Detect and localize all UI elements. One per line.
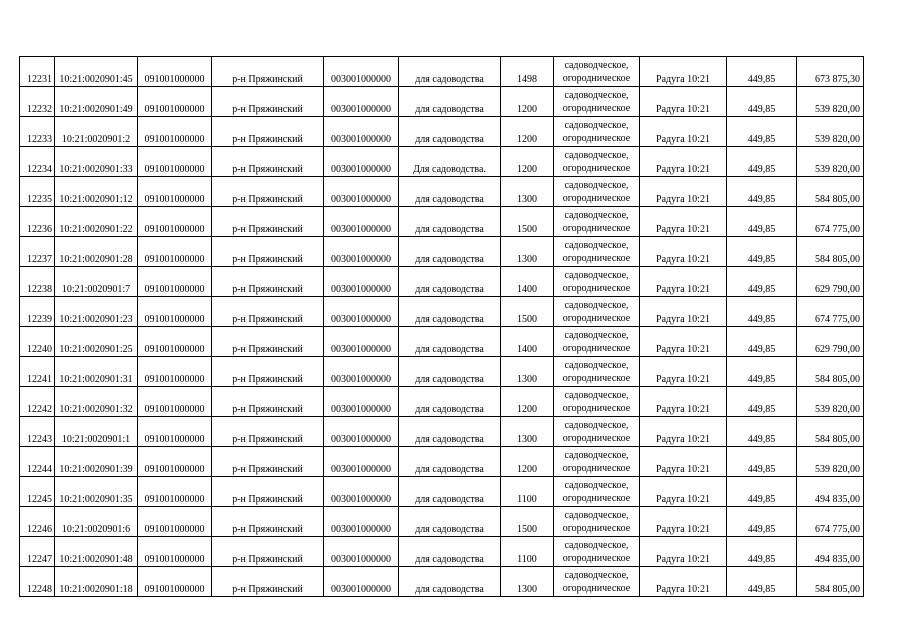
cadastral-value-cell: 539 820,00 [797, 147, 864, 177]
oktmo-code-cell: 003001000000 [324, 447, 399, 477]
land-category-cell [554, 207, 640, 237]
land-category-line-1: садоводческое, [564, 330, 629, 341]
cadastral-number-cell: 10:21:0020901:7 [55, 267, 138, 297]
table-row [20, 567, 864, 597]
okato-code-cell: 091001000000 [138, 117, 212, 147]
land-category-line-2: огородническое [562, 313, 631, 324]
okato-code-cell: 091001000000 [138, 87, 212, 117]
district-cell: р-н Пряжинский [212, 417, 324, 447]
cadastral-number-cell: 10:21:0020901:18 [55, 567, 138, 597]
oktmo-code-cell: 003001000000 [324, 507, 399, 537]
district-cell: р-н Пряжинский [212, 87, 324, 117]
land-category-line-1: садоводческое, [564, 120, 629, 131]
settlement-cell: Радуга 10:21 [640, 447, 727, 477]
land-category-line-1: садоводческое, [564, 570, 629, 581]
land-category-line-1: садоводческое, [564, 450, 629, 461]
permitted-use-cell: для садоводства [399, 387, 501, 417]
specific-value-cell: 449,85 [727, 57, 797, 87]
land-category-cell [554, 537, 640, 567]
specific-value-cell: 449,85 [727, 477, 797, 507]
permitted-use-cell: для садоводства [399, 297, 501, 327]
district-cell: р-н Пряжинский [212, 177, 324, 207]
land-category-line-1: садоводческое, [564, 300, 629, 311]
area-cell: 1200 [501, 447, 554, 477]
land-category-cell [554, 267, 640, 297]
land-category-line-2: огородническое [562, 463, 631, 474]
settlement-cell: Радуга 10:21 [640, 177, 727, 207]
permitted-use-cell: для садоводства [399, 267, 501, 297]
area-cell: 1400 [501, 327, 554, 357]
land-category-cell [554, 567, 640, 597]
row-number-cell: 12242 [20, 387, 55, 417]
specific-value-cell: 449,85 [727, 297, 797, 327]
permitted-use-cell: для садоводства [399, 177, 501, 207]
district-cell: р-н Пряжинский [212, 117, 324, 147]
area-cell: 1200 [501, 87, 554, 117]
okato-code-cell: 091001000000 [138, 147, 212, 177]
row-number-cell: 12236 [20, 207, 55, 237]
specific-value-cell: 449,85 [727, 327, 797, 357]
permitted-use-cell: для садоводства [399, 567, 501, 597]
land-category-cell [554, 507, 640, 537]
land-category-line-2: огородническое [562, 193, 631, 204]
cadastral-number-cell: 10:21:0020901:2 [55, 117, 138, 147]
settlement-cell: Радуга 10:21 [640, 87, 727, 117]
okato-code-cell: 091001000000 [138, 297, 212, 327]
specific-value-cell: 449,85 [727, 387, 797, 417]
oktmo-code-cell: 003001000000 [324, 357, 399, 387]
land-category-cell [554, 117, 640, 147]
cadastral-number-cell: 10:21:0020901:32 [55, 387, 138, 417]
cadastral-number-cell: 10:21:0020901:1 [55, 417, 138, 447]
okato-code-cell: 091001000000 [138, 507, 212, 537]
land-category-line-2: огородническое [562, 253, 631, 264]
row-number-cell: 12241 [20, 357, 55, 387]
land-category-line-2: огородническое [562, 103, 631, 114]
permitted-use-cell: для садоводства [399, 207, 501, 237]
table-row [20, 387, 864, 417]
cadastral-number-cell: 10:21:0020901:31 [55, 357, 138, 387]
row-number-cell: 12248 [20, 567, 55, 597]
district-cell: р-н Пряжинский [212, 477, 324, 507]
area-cell: 1100 [501, 477, 554, 507]
cadastral-number-cell: 10:21:0020901:22 [55, 207, 138, 237]
settlement-cell: Радуга 10:21 [640, 267, 727, 297]
district-cell: р-н Пряжинский [212, 537, 324, 567]
permitted-use-cell: для садоводства [399, 117, 501, 147]
oktmo-code-cell: 003001000000 [324, 117, 399, 147]
specific-value-cell: 449,85 [727, 117, 797, 147]
area-cell: 1500 [501, 297, 554, 327]
table-row [20, 507, 864, 537]
table-row [20, 147, 864, 177]
land-category-line-1: садоводческое, [564, 240, 629, 251]
okato-code-cell: 091001000000 [138, 267, 212, 297]
settlement-cell: Радуга 10:21 [640, 297, 727, 327]
land-category-cell [554, 447, 640, 477]
oktmo-code-cell: 003001000000 [324, 57, 399, 87]
permitted-use-cell: для садоводства [399, 537, 501, 567]
settlement-cell: Радуга 10:21 [640, 417, 727, 447]
land-plots-table [19, 56, 864, 597]
oktmo-code-cell: 003001000000 [324, 237, 399, 267]
row-number-cell: 12240 [20, 327, 55, 357]
okato-code-cell: 091001000000 [138, 57, 212, 87]
table-row [20, 357, 864, 387]
specific-value-cell: 449,85 [727, 447, 797, 477]
area-cell: 1200 [501, 387, 554, 417]
row-number-cell: 12247 [20, 537, 55, 567]
land-category-line-1: садоводческое, [564, 210, 629, 221]
district-cell: р-н Пряжинский [212, 387, 324, 417]
land-category-line-2: огородническое [562, 523, 631, 534]
row-number-cell: 12243 [20, 417, 55, 447]
oktmo-code-cell: 003001000000 [324, 417, 399, 447]
land-category-cell [554, 357, 640, 387]
land-category-line-1: садоводческое, [564, 480, 629, 491]
okato-code-cell: 091001000000 [138, 327, 212, 357]
permitted-use-cell: для садоводства [399, 477, 501, 507]
cadastral-value-cell: 539 820,00 [797, 387, 864, 417]
district-cell: р-н Пряжинский [212, 267, 324, 297]
settlement-cell: Радуга 10:21 [640, 57, 727, 87]
permitted-use-cell: для садоводства [399, 57, 501, 87]
permitted-use-cell: для садоводства [399, 417, 501, 447]
permitted-use-cell: для садоводства [399, 237, 501, 267]
okato-code-cell: 091001000000 [138, 207, 212, 237]
land-category-line-2: огородническое [562, 583, 631, 594]
cadastral-number-cell: 10:21:0020901:49 [55, 87, 138, 117]
area-cell: 1100 [501, 537, 554, 567]
cadastral-value-cell: 629 790,00 [797, 267, 864, 297]
row-number-cell: 12232 [20, 87, 55, 117]
okato-code-cell: 091001000000 [138, 417, 212, 447]
land-category-line-2: огородническое [562, 493, 631, 504]
cadastral-number-cell: 10:21:0020901:35 [55, 477, 138, 507]
settlement-cell: Радуга 10:21 [640, 147, 727, 177]
area-cell: 1300 [501, 357, 554, 387]
specific-value-cell: 449,85 [727, 237, 797, 267]
land-category-cell [554, 177, 640, 207]
cadastral-value-cell: 674 775,00 [797, 297, 864, 327]
oktmo-code-cell: 003001000000 [324, 147, 399, 177]
okato-code-cell: 091001000000 [138, 477, 212, 507]
land-category-line-1: садоводческое, [564, 270, 629, 281]
cadastral-number-cell: 10:21:0020901:6 [55, 507, 138, 537]
okato-code-cell: 091001000000 [138, 447, 212, 477]
district-cell: р-н Пряжинский [212, 57, 324, 87]
settlement-cell: Радуга 10:21 [640, 567, 727, 597]
cadastral-value-cell: 674 775,00 [797, 507, 864, 537]
specific-value-cell: 449,85 [727, 207, 797, 237]
land-category-cell [554, 57, 640, 87]
area-cell: 1200 [501, 147, 554, 177]
row-number-cell: 12246 [20, 507, 55, 537]
table-row [20, 267, 864, 297]
land-category-cell [554, 417, 640, 447]
oktmo-code-cell: 003001000000 [324, 87, 399, 117]
land-category-line-2: огородническое [562, 223, 631, 234]
row-number-cell: 12245 [20, 477, 55, 507]
specific-value-cell: 449,85 [727, 537, 797, 567]
district-cell: р-н Пряжинский [212, 207, 324, 237]
oktmo-code-cell: 003001000000 [324, 207, 399, 237]
oktmo-code-cell: 003001000000 [324, 177, 399, 207]
land-category-cell [554, 327, 640, 357]
area-cell: 1200 [501, 117, 554, 147]
table-row [20, 477, 864, 507]
specific-value-cell: 449,85 [727, 417, 797, 447]
land-category-line-2: огородническое [562, 343, 631, 354]
table-row [20, 327, 864, 357]
land-category-cell [554, 237, 640, 267]
cadastral-number-cell: 10:21:0020901:12 [55, 177, 138, 207]
settlement-cell: Радуга 10:21 [640, 327, 727, 357]
row-number-cell: 12238 [20, 267, 55, 297]
land-category-line-1: садоводческое, [564, 510, 629, 521]
cadastral-number-cell: 10:21:0020901:28 [55, 237, 138, 267]
cadastral-value-cell: 673 875,30 [797, 57, 864, 87]
area-cell: 1300 [501, 177, 554, 207]
area-cell: 1400 [501, 267, 554, 297]
table-row [20, 117, 864, 147]
cadastral-number-cell: 10:21:0020901:39 [55, 447, 138, 477]
land-category-line-2: огородническое [562, 403, 631, 414]
permitted-use-cell: для садоводства [399, 447, 501, 477]
table-row [20, 417, 864, 447]
settlement-cell: Радуга 10:21 [640, 477, 727, 507]
area-cell: 1500 [501, 507, 554, 537]
land-category-line-1: садоводческое, [564, 150, 629, 161]
cadastral-value-cell: 584 805,00 [797, 567, 864, 597]
district-cell: р-н Пряжинский [212, 297, 324, 327]
row-number-cell: 12231 [20, 57, 55, 87]
table-body [20, 57, 864, 597]
table-row [20, 537, 864, 567]
area-cell: 1300 [501, 567, 554, 597]
land-category-cell [554, 297, 640, 327]
oktmo-code-cell: 003001000000 [324, 537, 399, 567]
oktmo-code-cell: 003001000000 [324, 567, 399, 597]
row-number-cell: 12233 [20, 117, 55, 147]
land-category-cell [554, 87, 640, 117]
district-cell: р-н Пряжинский [212, 357, 324, 387]
land-category-line-1: садоводческое, [564, 360, 629, 371]
okato-code-cell: 091001000000 [138, 237, 212, 267]
settlement-cell: Радуга 10:21 [640, 537, 727, 567]
cadastral-value-cell: 674 775,00 [797, 207, 864, 237]
permitted-use-cell: для садоводства [399, 327, 501, 357]
land-category-cell [554, 477, 640, 507]
land-category-line-2: огородническое [562, 373, 631, 384]
land-category-line-1: садоводческое, [564, 540, 629, 551]
cadastral-value-cell: 494 835,00 [797, 537, 864, 567]
okato-code-cell: 091001000000 [138, 537, 212, 567]
settlement-cell: Радуга 10:21 [640, 237, 727, 267]
land-category-line-2: огородническое [562, 163, 631, 174]
cadastral-number-cell: 10:21:0020901:33 [55, 147, 138, 177]
okato-code-cell: 091001000000 [138, 177, 212, 207]
oktmo-code-cell: 003001000000 [324, 297, 399, 327]
specific-value-cell: 449,85 [727, 357, 797, 387]
cadastral-value-cell: 539 820,00 [797, 117, 864, 147]
cadastral-value-cell: 629 790,00 [797, 327, 864, 357]
district-cell: р-н Пряжинский [212, 327, 324, 357]
table-row [20, 207, 864, 237]
specific-value-cell: 449,85 [727, 267, 797, 297]
district-cell: р-н Пряжинский [212, 507, 324, 537]
okato-code-cell: 091001000000 [138, 357, 212, 387]
cadastral-value-cell: 584 805,00 [797, 357, 864, 387]
oktmo-code-cell: 003001000000 [324, 477, 399, 507]
land-category-line-1: садоводческое, [564, 390, 629, 401]
cadastral-number-cell: 10:21:0020901:45 [55, 57, 138, 87]
cadastral-number-cell: 10:21:0020901:25 [55, 327, 138, 357]
row-number-cell: 12234 [20, 147, 55, 177]
permitted-use-cell: для садоводства [399, 357, 501, 387]
settlement-cell: Радуга 10:21 [640, 507, 727, 537]
specific-value-cell: 449,85 [727, 177, 797, 207]
settlement-cell: Радуга 10:21 [640, 207, 727, 237]
specific-value-cell: 449,85 [727, 87, 797, 117]
land-category-line-2: огородническое [562, 73, 631, 84]
table-row [20, 87, 864, 117]
oktmo-code-cell: 003001000000 [324, 327, 399, 357]
table-row [20, 447, 864, 477]
cadastral-number-cell: 10:21:0020901:48 [55, 537, 138, 567]
land-category-cell [554, 147, 640, 177]
specific-value-cell: 449,85 [727, 147, 797, 177]
table-row [20, 57, 864, 87]
row-number-cell: 12244 [20, 447, 55, 477]
land-category-cell [554, 387, 640, 417]
okato-code-cell: 091001000000 [138, 387, 212, 417]
area-cell: 1300 [501, 417, 554, 447]
district-cell: р-н Пряжинский [212, 447, 324, 477]
row-number-cell: 12235 [20, 177, 55, 207]
land-category-line-1: садоводческое, [564, 60, 629, 71]
permitted-use-cell: для садоводства [399, 87, 501, 117]
cadastral-value-cell: 584 805,00 [797, 417, 864, 447]
settlement-cell: Радуга 10:21 [640, 357, 727, 387]
oktmo-code-cell: 003001000000 [324, 387, 399, 417]
land-category-line-2: огородническое [562, 433, 631, 444]
settlement-cell: Радуга 10:21 [640, 387, 727, 417]
land-category-line-1: садоводческое, [564, 180, 629, 191]
cadastral-value-cell: 539 820,00 [797, 447, 864, 477]
district-cell: р-н Пряжинский [212, 237, 324, 267]
cadastral-value-cell: 584 805,00 [797, 177, 864, 207]
settlement-cell: Радуга 10:21 [640, 117, 727, 147]
land-category-line-1: садоводческое, [564, 420, 629, 431]
table-row [20, 177, 864, 207]
cadastral-value-cell: 539 820,00 [797, 87, 864, 117]
row-number-cell: 12237 [20, 237, 55, 267]
specific-value-cell: 449,85 [727, 567, 797, 597]
area-cell: 1500 [501, 207, 554, 237]
cadastral-value-cell: 584 805,00 [797, 237, 864, 267]
land-category-line-2: огородническое [562, 283, 631, 294]
permitted-use-cell: Для садоводства. [399, 147, 501, 177]
cadastral-value-cell: 494 835,00 [797, 477, 864, 507]
cadastral-number-cell: 10:21:0020901:23 [55, 297, 138, 327]
district-cell: р-н Пряжинский [212, 147, 324, 177]
permitted-use-cell: для садоводства [399, 507, 501, 537]
land-category-line-2: огородническое [562, 553, 631, 564]
area-cell: 1498 [501, 57, 554, 87]
district-cell: р-н Пряжинский [212, 567, 324, 597]
table-row [20, 237, 864, 267]
land-category-line-1: садоводческое, [564, 90, 629, 101]
specific-value-cell: 449,85 [727, 507, 797, 537]
row-number-cell: 12239 [20, 297, 55, 327]
oktmo-code-cell: 003001000000 [324, 267, 399, 297]
table-row [20, 297, 864, 327]
land-category-line-2: огородническое [562, 133, 631, 144]
area-cell: 1300 [501, 237, 554, 267]
okato-code-cell: 091001000000 [138, 567, 212, 597]
